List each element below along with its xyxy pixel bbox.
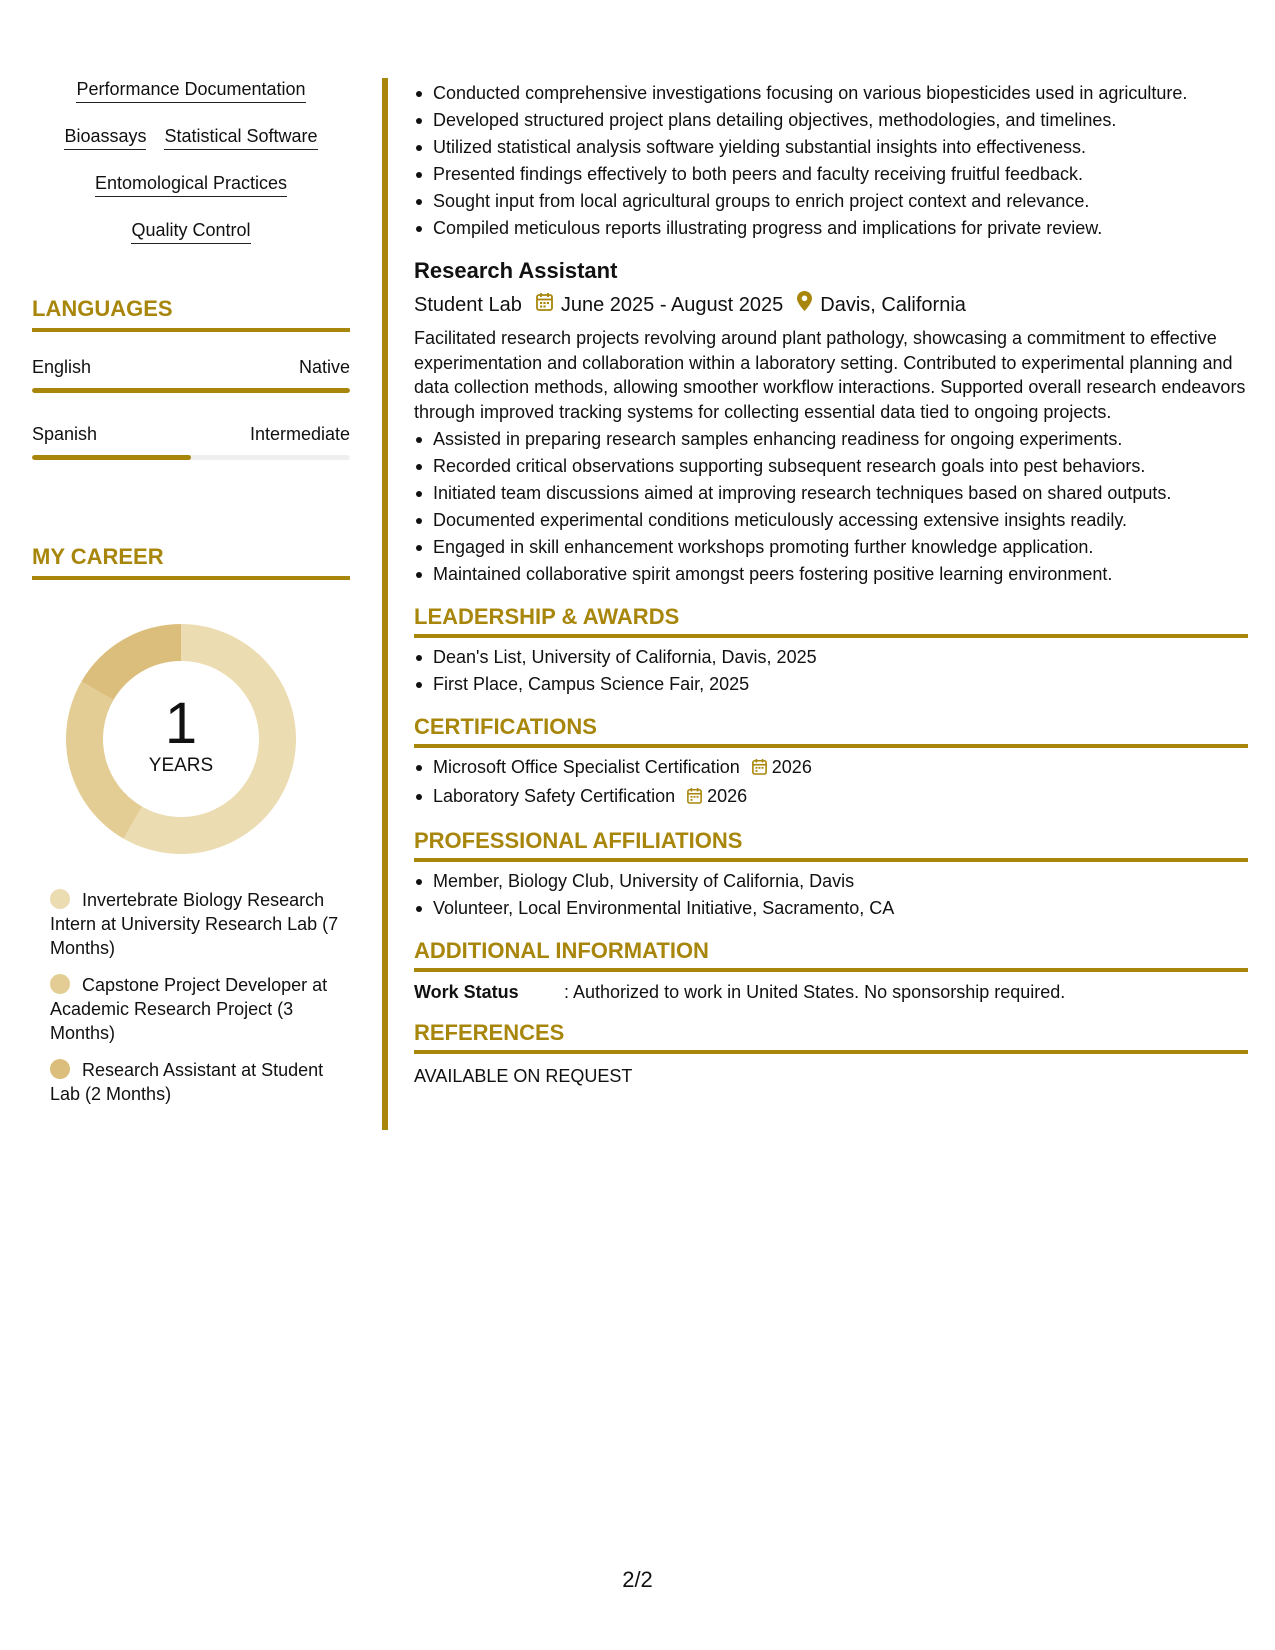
legend-label: Capstone Project Developer at Academic Research Project (3 Months) bbox=[50, 975, 328, 1043]
job-bullets bbox=[414, 426, 1248, 588]
cert-name: Laboratory Safety Certification bbox=[433, 786, 676, 806]
skill-tag: Bioassays bbox=[64, 125, 146, 150]
main-content bbox=[414, 80, 1248, 1088]
column-divider bbox=[382, 78, 388, 1130]
work-status-row bbox=[414, 980, 1248, 1004]
job-meta bbox=[414, 291, 1248, 318]
job-location: Davis, California bbox=[820, 293, 966, 316]
list-item: Documented experimental conditions meticulously accessing extensive insights readily. bbox=[414, 507, 1248, 534]
language-bar bbox=[32, 455, 350, 460]
list-item: Recorded critical observations supporting subsequent research goals into pest behaviors. bbox=[414, 453, 1248, 480]
skills-list bbox=[32, 78, 350, 244]
references-text: AVAILABLE ON REQUEST bbox=[414, 1066, 633, 1086]
calendar-icon bbox=[536, 292, 553, 318]
map-pin-icon bbox=[797, 291, 812, 318]
career-donut-chart bbox=[66, 624, 296, 854]
skill-tag: Performance Documentation bbox=[76, 78, 305, 103]
affiliations-list bbox=[414, 868, 1248, 922]
leadership-list bbox=[414, 644, 1248, 698]
legend-label: Research Assistant at Student Lab (2 Months) bbox=[50, 1060, 324, 1104]
work-status-label: Work Status bbox=[414, 982, 519, 1002]
skill-tag: Statistical Software bbox=[164, 125, 317, 150]
job-description: Facilitated research projects revolving around plant pathology, showcasing a commitment to effective experimentation and collaboration within a laboratory setting. Contributed to experimental planning and data collection methods, allowing smoother workflow interactions. Supported overall research endeavors through improved tracking systems for collecting essential data tied to ongoing projects. bbox=[414, 328, 1246, 422]
career-heading: MY CAREER bbox=[32, 544, 350, 580]
list-item: Conducted comprehensive investigations focusing on various biopesticides used in agriculture. bbox=[414, 80, 1248, 107]
skill-tag: Quality Control bbox=[131, 219, 250, 244]
language-bar bbox=[32, 388, 350, 393]
language-name: English bbox=[32, 357, 92, 377]
list-item: Developed structured project plans detailing objectives, methodologies, and timelines. bbox=[414, 107, 1248, 134]
work-status-value: : Authorized to work in United States. No sponsorship required. bbox=[564, 982, 1066, 1002]
language-name: Spanish bbox=[32, 424, 98, 444]
language-item bbox=[32, 423, 350, 460]
list-item: First Place, Campus Science Fair, 2025 bbox=[414, 671, 1248, 698]
additional-info-heading: ADDITIONAL INFORMATION bbox=[414, 936, 1248, 972]
language-bar-fill bbox=[32, 455, 191, 460]
list-item: Maintained collaborative spirit amongst peers fostering positive learning environment. bbox=[414, 561, 1248, 588]
certifications-list bbox=[414, 754, 1248, 812]
sidebar bbox=[32, 78, 350, 1119]
list-item: Dean's List, University of California, Davis, 2025 bbox=[414, 644, 1248, 671]
legend-dot bbox=[50, 974, 70, 994]
legend-dot bbox=[50, 889, 70, 909]
references-heading: REFERENCES bbox=[414, 1018, 1248, 1054]
calendar-icon bbox=[752, 756, 767, 783]
career-legend bbox=[50, 888, 340, 1106]
calendar-icon bbox=[687, 785, 702, 812]
list-item bbox=[414, 754, 1248, 783]
career-total: 1 bbox=[164, 691, 198, 756]
leadership-heading: LEADERSHIP & AWARDS bbox=[414, 602, 1248, 638]
job-title: Research Assistant bbox=[414, 258, 618, 283]
languages-heading: LANGUAGES bbox=[32, 296, 350, 332]
career-legend-item bbox=[50, 1058, 340, 1106]
cert-year: 2026 bbox=[707, 786, 748, 806]
language-level: Native bbox=[298, 357, 350, 377]
list-item: Presented findings effectively to both peers and faculty receiving fruitful feedback. bbox=[414, 161, 1248, 188]
language-bar-fill bbox=[32, 388, 350, 393]
list-item: Utilized statistical analysis software yielding substantial insights into effectiveness. bbox=[414, 134, 1248, 161]
list-item: Member, Biology Club, University of California, Davis bbox=[414, 868, 1248, 895]
cert-year: 2026 bbox=[771, 757, 812, 777]
skill-tag: Entomological Practices bbox=[95, 172, 287, 197]
list-item: Assisted in preparing research samples enhancing readiness for ongoing experiments. bbox=[414, 426, 1248, 453]
list-item bbox=[414, 783, 1248, 812]
cert-name: Microsoft Office Specialist Certification bbox=[433, 757, 740, 777]
legend-label: Invertebrate Biology Research Intern at University Research Lab (7 Months) bbox=[50, 890, 339, 958]
affiliations-heading: PROFESSIONAL AFFILIATIONS bbox=[414, 826, 1248, 862]
experience-bullets bbox=[414, 80, 1248, 242]
language-item bbox=[32, 356, 350, 393]
legend-dot bbox=[50, 1059, 70, 1079]
list-item: Engaged in skill enhancement workshops promoting further knowledge application. bbox=[414, 534, 1248, 561]
certifications-heading: CERTIFICATIONS bbox=[414, 712, 1248, 748]
list-item: Compiled meticulous reports illustrating progress and implications for private review. bbox=[414, 215, 1248, 242]
list-item: Volunteer, Local Environmental Initiative, Sacramento, CA bbox=[414, 895, 1248, 922]
list-item: Initiated team discussions aimed at improving research techniques based on shared outputs. bbox=[414, 480, 1248, 507]
career-legend-item bbox=[50, 973, 340, 1045]
page-number: 2/2 bbox=[622, 1567, 653, 1592]
career-legend-item bbox=[50, 888, 340, 960]
list-item: Sought input from local agricultural groups to enrich project context and relevance. bbox=[414, 188, 1248, 215]
language-level: Intermediate bbox=[249, 424, 350, 444]
job-dates: June 2025 - August 2025 bbox=[560, 293, 784, 316]
career-unit: YEARS bbox=[148, 755, 214, 776]
job-company: Student Lab bbox=[414, 293, 522, 316]
